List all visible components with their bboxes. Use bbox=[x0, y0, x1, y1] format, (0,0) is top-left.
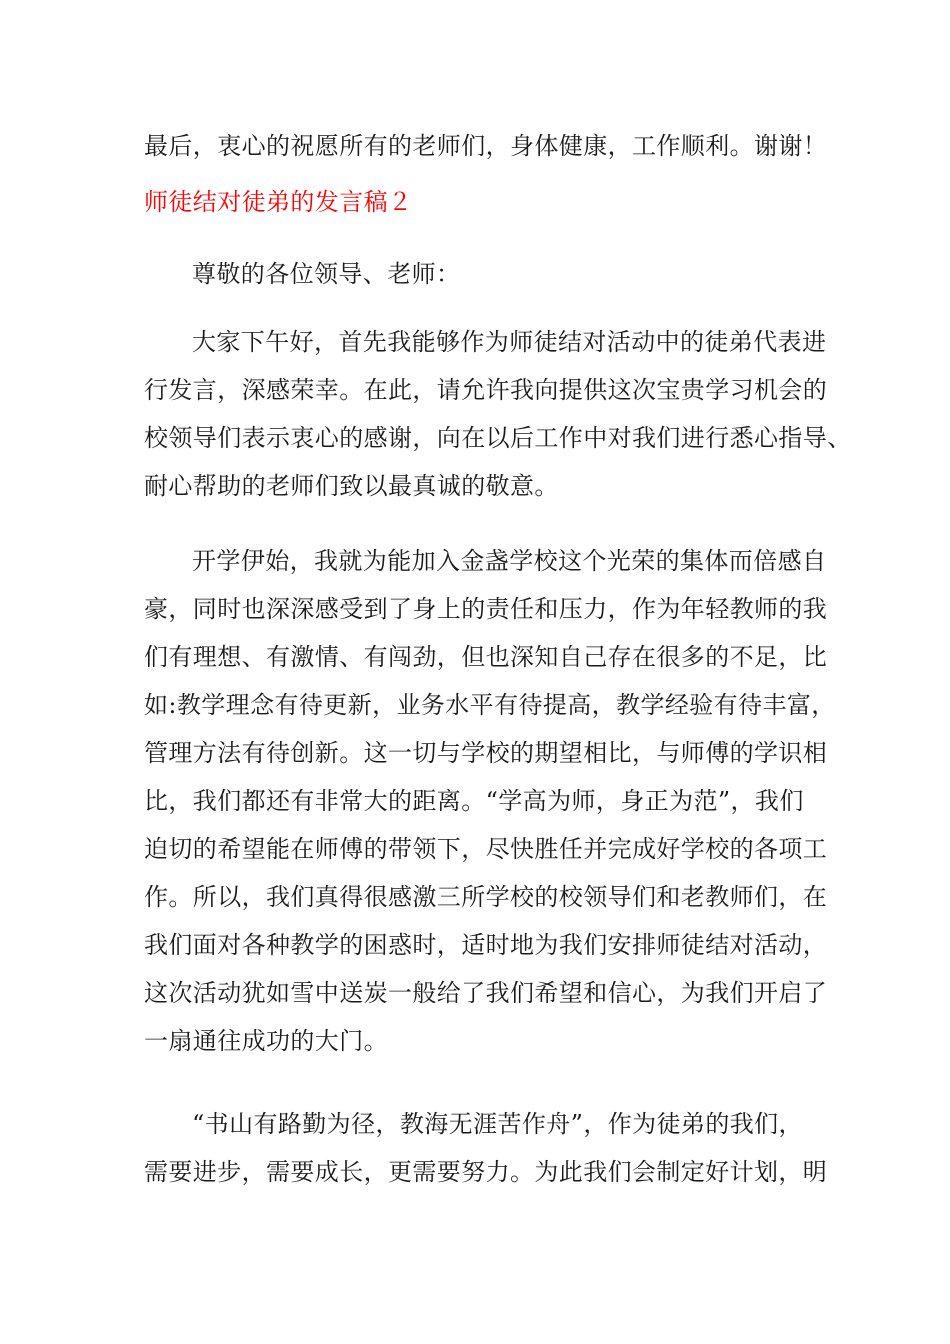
paragraph-2-line-10: 这次活动犹如雪中送炭一般给了我们希望和信心，为我们开启了 bbox=[144, 979, 828, 1007]
paragraph-1-line-4: 耐心帮助的老师们致以最真诚的敬意。 bbox=[144, 472, 559, 500]
paragraph-2-line-6: 比，我们都还有非常大的距离。“学高为师，身正为范”，我们 bbox=[144, 787, 804, 815]
paragraph-1-line-1: 大家下午好，首先我能够作为师徒结对活动中的徒弟代表进 bbox=[192, 328, 827, 356]
paragraph-2-line-8: 作。所以，我们真得很感激三所学校的校领导们和老教师们，在 bbox=[144, 883, 828, 911]
paragraph-2-line-3: 们有理想、有激情、有闯劲，但也深知自己存在很多的不足，比 bbox=[144, 643, 828, 671]
paragraph-3-line-2: 需要进步，需要成长，更需要努力。为此我们会制定好计划，明 bbox=[144, 1158, 828, 1186]
paragraph-2-line-1: 开学伊始，我就为能加入金盏学校这个光荣的集体而倍感自 bbox=[192, 547, 827, 575]
paragraph-2-line-4: 如:教学理念有待更新，业务水平有待提高，教学经验有待丰富， bbox=[144, 691, 836, 719]
paragraph-2-line-5: 管理方法有待创新。这一切与学校的期望相比，与师傅的学识相 bbox=[144, 739, 828, 767]
section-title: 师徒结对徒弟的发言稿２ bbox=[144, 188, 413, 216]
paragraph-1-line-2: 行发言，深感荣幸。在此，请允许我向提供这次宝贵学习机会的 bbox=[144, 376, 828, 404]
paragraph-2-line-11: 一扇通往成功的大门。 bbox=[144, 1027, 388, 1055]
paragraph-2-line-7: 迫切的希望能在师傅的带领下，尽快胜任并完成好学校的各项工 bbox=[144, 835, 828, 863]
greeting: 尊敬的各位领导、老师： bbox=[192, 260, 461, 288]
paragraph-1-line-3: 校领导们表示衷心的感谢，向在以后工作中对我们进行悉心指导、 bbox=[144, 424, 852, 452]
paragraph-3-line-1: “书山有路勤为径，教海无涯苦作舟”，作为徒弟的我们， bbox=[192, 1110, 803, 1138]
paragraph-2-line-9: 我们面对各种教学的困惑时，适时地为我们安排师徒结对活动， bbox=[144, 931, 828, 959]
closing-line: 最后，衷心的祝愿所有的老师们，身体健康，工作顺利。谢谢！ bbox=[144, 132, 828, 160]
paragraph-2-line-2: 豪，同时也深深感受到了身上的责任和压力，作为年轻教师的我 bbox=[144, 595, 828, 623]
